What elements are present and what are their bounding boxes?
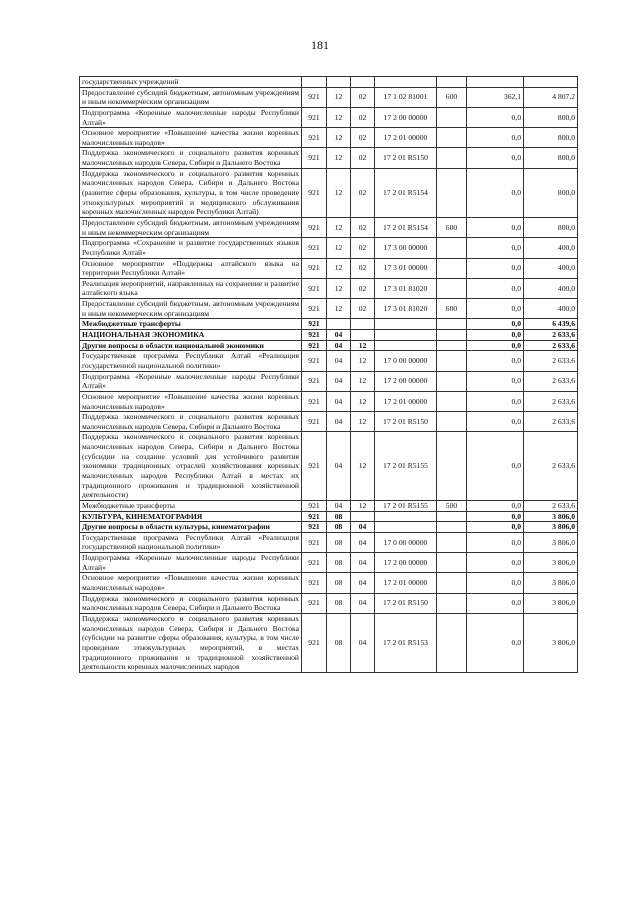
row-expense-type <box>437 107 467 127</box>
row-section: 08 <box>327 573 351 593</box>
row-ved: 921 <box>302 299 327 319</box>
table-row <box>80 77 578 88</box>
row-section: 04 <box>327 351 351 371</box>
row-target-article: 17 2 01 R5154 <box>375 168 437 217</box>
row-name: Реализация мероприятий, направленных на сохранение и развитие алтайского языка <box>80 278 302 298</box>
row-sum-1: 0,0 <box>467 532 524 552</box>
row-name: Подпрограмма «Коренные малочисленные народы Республики Алтай» <box>80 371 302 391</box>
row-sum-1: 362,1 <box>467 87 524 107</box>
row-section: 12 <box>327 87 351 107</box>
row-ved <box>302 77 327 88</box>
row-target-article: 17 0 00 00000 <box>375 351 437 371</box>
row-name: Основное мероприятие «Повышение качества жизни коренных малочисленных народов» <box>80 573 302 593</box>
row-subsection <box>351 330 375 341</box>
row-name: Другие вопросы в области национальной экономики <box>80 340 302 351</box>
row-subsection: 04 <box>351 522 375 533</box>
row-expense-type <box>437 553 467 573</box>
row-name: Предоставление субсидий бюджетным, автономным учреждениям и иным некоммерческим организациям <box>80 87 302 107</box>
row-ved: 921 <box>302 412 327 432</box>
row-subsection: 04 <box>351 532 375 552</box>
row-name: Межбюджетные трансферты <box>80 500 302 511</box>
table-row <box>80 432 578 500</box>
row-name: Государственная программа Республики Алтай «Реализация государственной национальной политики» <box>80 532 302 552</box>
row-sum-1: 0,0 <box>467 351 524 371</box>
row-name: Государственная программа Республики Алтай «Реализация государственной национальной политики» <box>80 351 302 371</box>
row-expense-type <box>437 613 467 672</box>
row-name: Основное мероприятие «Повышение качества жизни коренных малочисленных народов» <box>80 128 302 148</box>
row-name: государственных учреждений <box>80 77 302 88</box>
table-row <box>80 522 578 533</box>
row-sum-2: 2 633,6 <box>524 351 578 371</box>
row-ved: 921 <box>302 217 327 237</box>
row-sum-1: 0,0 <box>467 371 524 391</box>
row-target-article: 17 2 01 00000 <box>375 391 437 411</box>
row-expense-type <box>437 432 467 500</box>
row-subsection: 12 <box>351 432 375 500</box>
row-ved: 921 <box>302 278 327 298</box>
row-expense-type <box>437 351 467 371</box>
row-subsection: 02 <box>351 128 375 148</box>
row-expense-type <box>437 128 467 148</box>
row-sum-1: 0,0 <box>467 238 524 258</box>
row-ved: 921 <box>302 107 327 127</box>
row-ved: 921 <box>302 340 327 351</box>
row-subsection: 02 <box>351 217 375 237</box>
row-target-article: 17 2 01 00000 <box>375 573 437 593</box>
row-name: Подпрограмма «Коренные малочисленные народы Республики Алтай» <box>80 553 302 573</box>
row-subsection: 12 <box>351 371 375 391</box>
table-row <box>80 371 578 391</box>
row-sum-2: 6 439,6 <box>524 319 578 330</box>
row-expense-type <box>437 238 467 258</box>
row-sum-1: 0,0 <box>467 258 524 278</box>
row-section: 12 <box>327 238 351 258</box>
row-expense-type <box>437 330 467 341</box>
table-row <box>80 500 578 511</box>
row-subsection: 02 <box>351 107 375 127</box>
row-ved: 921 <box>302 613 327 672</box>
row-target-article: 17 3 01 81020 <box>375 299 437 319</box>
row-target-article <box>375 511 437 522</box>
row-ved: 921 <box>302 522 327 533</box>
row-target-article: 17 0 00 00000 <box>375 532 437 552</box>
row-target-article: 17 2 00 00000 <box>375 107 437 127</box>
budget-table <box>79 76 578 673</box>
row-sum-1 <box>467 77 524 88</box>
row-sum-1: 0,0 <box>467 319 524 330</box>
row-ved: 921 <box>302 330 327 341</box>
row-expense-type <box>437 522 467 533</box>
row-sum-1: 0,0 <box>467 278 524 298</box>
row-sum-2: 3 806,0 <box>524 613 578 672</box>
row-name: Подпрограмма «Сохранение и развитие государственных языков Республики Алтай» <box>80 238 302 258</box>
row-target-article: 17 2 00 00000 <box>375 553 437 573</box>
row-sum-2: 3 806,0 <box>524 593 578 613</box>
row-ved: 921 <box>302 532 327 552</box>
row-name: Поддержка экономического и социального развития коренных малочисленных народов Севера, Сибири и Дальнего Востока (развитие сферы образования, культуры, в том числе проведение этнокультурных мероприятий и медицинского обслуживания коренных малочисленных народов Республики Алтай) <box>80 168 302 217</box>
page-number: 181 <box>311 38 329 52</box>
row-name: КУЛЬТУРА, КИНЕМАТОГРАФИЯ <box>80 511 302 522</box>
row-section <box>327 77 351 88</box>
row-name: Межбюджетные трансферты <box>80 319 302 330</box>
row-target-article <box>375 522 437 533</box>
table-row <box>80 573 578 593</box>
row-section: 08 <box>327 593 351 613</box>
row-section: 12 <box>327 168 351 217</box>
row-sum-2: 800,0 <box>524 148 578 168</box>
row-subsection: 02 <box>351 148 375 168</box>
table-row <box>80 593 578 613</box>
row-sum-2: 2 633,6 <box>524 412 578 432</box>
row-sum-2: 2 633,6 <box>524 330 578 341</box>
row-section: 12 <box>327 128 351 148</box>
row-sum-1: 0,0 <box>467 330 524 341</box>
row-subsection: 02 <box>351 278 375 298</box>
row-subsection: 12 <box>351 412 375 432</box>
row-subsection: 12 <box>351 500 375 511</box>
table-row <box>80 351 578 371</box>
row-ved: 921 <box>302 238 327 258</box>
row-target-article: 17 2 00 00000 <box>375 371 437 391</box>
row-section: 12 <box>327 278 351 298</box>
row-sum-2 <box>524 77 578 88</box>
row-expense-type <box>437 511 467 522</box>
table-row <box>80 532 578 552</box>
row-expense-type <box>437 412 467 432</box>
row-name: Поддержка экономического и социального развития коренных малочисленных народов Севера, Сибири и Дальнего Востока (субсидии на создание условий для устойчивого развития экономики традиционных отраслей хозяйствования коренных малочисленных народов Республики Алтай в местах их традиционного проживания и традиционной хозяйственной деятельности) <box>80 432 302 500</box>
row-ved: 921 <box>302 87 327 107</box>
row-expense-type: 600 <box>437 87 467 107</box>
row-section: 12 <box>327 148 351 168</box>
row-ved: 921 <box>302 168 327 217</box>
row-section: 04 <box>327 330 351 341</box>
row-target-article: 17 2 01 R5150 <box>375 412 437 432</box>
row-section: 12 <box>327 258 351 278</box>
row-sum-2: 400,0 <box>524 299 578 319</box>
row-expense-type <box>437 391 467 411</box>
row-subsection: 02 <box>351 299 375 319</box>
row-section: 08 <box>327 553 351 573</box>
row-target-article: 17 3 01 00000 <box>375 258 437 278</box>
row-sum-2: 400,0 <box>524 258 578 278</box>
table-row <box>80 412 578 432</box>
row-ved: 921 <box>302 391 327 411</box>
row-name: Основное мероприятие «Повышение качества жизни коренных малочисленных народов» <box>80 391 302 411</box>
row-subsection <box>351 77 375 88</box>
row-target-article <box>375 330 437 341</box>
row-name: Предоставление субсидий бюджетным, автономным учреждениям и иным некоммерческим организациям <box>80 299 302 319</box>
row-target-article <box>375 340 437 351</box>
row-section: 08 <box>327 613 351 672</box>
row-sum-2: 3 806,0 <box>524 511 578 522</box>
table-row <box>80 330 578 341</box>
row-sum-1: 0,0 <box>467 511 524 522</box>
row-subsection: 02 <box>351 87 375 107</box>
row-target-article: 17 2 01 R5150 <box>375 593 437 613</box>
row-sum-2: 4 807,2 <box>524 87 578 107</box>
row-expense-type: 600 <box>437 299 467 319</box>
row-expense-type <box>437 319 467 330</box>
row-expense-type <box>437 532 467 552</box>
row-section: 04 <box>327 391 351 411</box>
row-ved: 921 <box>302 148 327 168</box>
row-expense-type <box>437 278 467 298</box>
row-target-article: 17 1 02 81001 <box>375 87 437 107</box>
table-row <box>80 511 578 522</box>
row-section: 04 <box>327 500 351 511</box>
table-row <box>80 258 578 278</box>
row-section: 12 <box>327 217 351 237</box>
row-section: 08 <box>327 522 351 533</box>
row-section: 12 <box>327 299 351 319</box>
table-row <box>80 299 578 319</box>
table-row <box>80 278 578 298</box>
row-subsection: 12 <box>351 340 375 351</box>
row-expense-type <box>437 258 467 278</box>
row-expense-type <box>437 340 467 351</box>
row-name: Поддержка экономического и социального развития коренных малочисленных народов Севера, Сибири и Дальнего Востока <box>80 412 302 432</box>
row-name: Поддержка экономического и социального развития коренных малочисленных народов Севера, Сибири и Дальнего Востока <box>80 593 302 613</box>
row-section: 04 <box>327 340 351 351</box>
row-sum-1: 0,0 <box>467 553 524 573</box>
row-name: Основное мероприятие «Поддержка алтайского языка на территории Республики Алтай» <box>80 258 302 278</box>
row-expense-type: 600 <box>437 217 467 237</box>
row-subsection: 02 <box>351 258 375 278</box>
row-sum-2: 3 806,0 <box>524 522 578 533</box>
row-name: Поддержка экономического и социального развития коренных малочисленных народов Севера, Сибири и Дальнего Востока (субсидии на развитие сферы образования, культуры, в том числе проведение этнокультурных мероприятий, в местах традиционного проживания и традиционной хозяйственной деятельности коренных малочисленных народов <box>80 613 302 672</box>
row-ved: 921 <box>302 553 327 573</box>
row-ved: 921 <box>302 351 327 371</box>
row-name: Поддержка экономического и социального развития коренных малочисленных народов Севера, Сибири и Дальнего Востока <box>80 148 302 168</box>
table-row <box>80 107 578 127</box>
row-section: 08 <box>327 532 351 552</box>
row-sum-2: 3 806,0 <box>524 532 578 552</box>
row-subsection: 04 <box>351 573 375 593</box>
row-sum-2: 800,0 <box>524 107 578 127</box>
row-expense-type <box>437 371 467 391</box>
table-row <box>80 168 578 217</box>
row-target-article: 17 3 00 00000 <box>375 238 437 258</box>
row-section <box>327 319 351 330</box>
row-sum-1: 0,0 <box>467 299 524 319</box>
row-name: Подпрограмма «Коренные малочисленные народы Республики Алтай» <box>80 107 302 127</box>
row-ved: 921 <box>302 258 327 278</box>
row-sum-1: 0,0 <box>467 522 524 533</box>
row-ved: 921 <box>302 511 327 522</box>
row-name: НАЦИОНАЛЬНАЯ ЭКОНОМИКА <box>80 330 302 341</box>
row-subsection: 04 <box>351 553 375 573</box>
row-ved: 921 <box>302 371 327 391</box>
row-expense-type: 500 <box>437 500 467 511</box>
row-subsection <box>351 319 375 330</box>
table-row <box>80 87 578 107</box>
row-sum-2: 2 633,6 <box>524 500 578 511</box>
table-row <box>80 128 578 148</box>
row-expense-type <box>437 77 467 88</box>
row-sum-1: 0,0 <box>467 593 524 613</box>
row-expense-type <box>437 593 467 613</box>
row-section: 08 <box>327 511 351 522</box>
row-section: 12 <box>327 107 351 127</box>
row-expense-type <box>437 168 467 217</box>
row-target-article: 17 2 01 R5150 <box>375 148 437 168</box>
row-sum-2: 2 633,6 <box>524 432 578 500</box>
row-subsection: 02 <box>351 168 375 217</box>
row-section: 04 <box>327 371 351 391</box>
row-sum-1: 0,0 <box>467 128 524 148</box>
row-subsection: 04 <box>351 593 375 613</box>
row-sum-1: 0,0 <box>467 107 524 127</box>
row-sum-1: 0,0 <box>467 340 524 351</box>
row-sum-2: 400,0 <box>524 238 578 258</box>
row-target-article: 17 2 01 00000 <box>375 128 437 148</box>
row-target-article: 17 2 01 R5153 <box>375 613 437 672</box>
row-sum-1: 0,0 <box>467 573 524 593</box>
row-sum-2: 3 806,0 <box>524 553 578 573</box>
table-row <box>80 613 578 672</box>
row-target-article: 17 2 01 R5155 <box>375 432 437 500</box>
row-sum-1: 0,0 <box>467 148 524 168</box>
row-subsection <box>351 511 375 522</box>
row-sum-1: 0,0 <box>467 500 524 511</box>
table-body <box>80 77 578 673</box>
row-sum-1: 0,0 <box>467 432 524 500</box>
row-sum-1: 0,0 <box>467 217 524 237</box>
row-target-article: 17 2 01 R5154 <box>375 217 437 237</box>
row-sum-2: 800,0 <box>524 168 578 217</box>
row-target-article <box>375 319 437 330</box>
row-ved: 921 <box>302 128 327 148</box>
table-row <box>80 148 578 168</box>
row-sum-2: 2 633,6 <box>524 340 578 351</box>
row-target-article: 17 2 01 R5155 <box>375 500 437 511</box>
row-sum-1: 0,0 <box>467 391 524 411</box>
row-ved: 921 <box>302 319 327 330</box>
table-row <box>80 238 578 258</box>
row-sum-2: 3 806,0 <box>524 573 578 593</box>
row-expense-type <box>437 573 467 593</box>
row-sum-2: 800,0 <box>524 217 578 237</box>
row-sum-1: 0,0 <box>467 613 524 672</box>
row-sum-2: 2 633,6 <box>524 371 578 391</box>
row-section: 04 <box>327 432 351 500</box>
row-ved: 921 <box>302 593 327 613</box>
table-row <box>80 340 578 351</box>
row-expense-type <box>437 148 467 168</box>
row-target-article <box>375 77 437 88</box>
row-subsection: 12 <box>351 351 375 371</box>
table-row <box>80 553 578 573</box>
row-ved: 921 <box>302 432 327 500</box>
row-sum-1: 0,0 <box>467 168 524 217</box>
row-sum-2: 800,0 <box>524 128 578 148</box>
row-subsection: 04 <box>351 613 375 672</box>
row-sum-2: 2 633,6 <box>524 391 578 411</box>
row-name: Предоставление субсидий бюджетным, автономным учреждениям и иным некоммерческим организациям <box>80 217 302 237</box>
row-ved: 921 <box>302 500 327 511</box>
row-target-article: 17 3 01 81020 <box>375 278 437 298</box>
row-subsection: 02 <box>351 238 375 258</box>
row-name: Другие вопросы в области культуры, кинематографии <box>80 522 302 533</box>
table-row <box>80 319 578 330</box>
row-section: 04 <box>327 412 351 432</box>
row-sum-2: 400,0 <box>524 278 578 298</box>
table-row <box>80 217 578 237</box>
table-row <box>80 391 578 411</box>
row-ved: 921 <box>302 573 327 593</box>
row-subsection: 12 <box>351 391 375 411</box>
row-sum-1: 0,0 <box>467 412 524 432</box>
